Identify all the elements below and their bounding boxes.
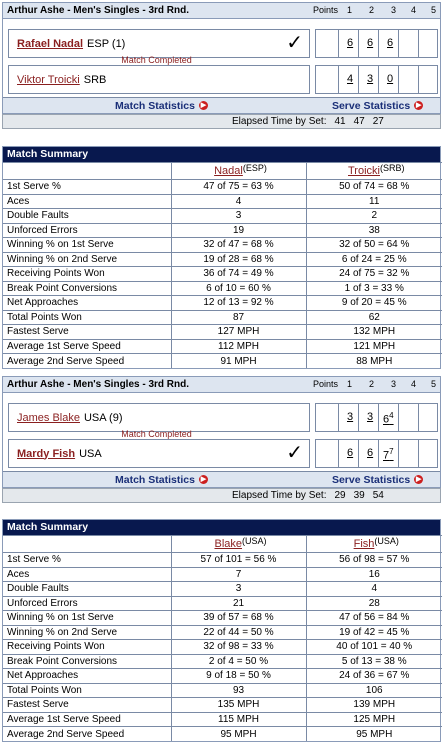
set-number: 5 [431, 379, 437, 389]
stat-value-player2: 9 of 20 = 45 % [306, 296, 442, 311]
stat-row [3, 698, 442, 713]
set-cell [398, 66, 418, 93]
stat-value-player1: 4 [171, 194, 306, 209]
stat-label: 1st Serve % [3, 553, 171, 568]
stat-label: Double Faults [3, 209, 171, 224]
stat-label: Receiving Points Won [3, 640, 171, 655]
set-cell [358, 66, 378, 93]
stat-row [3, 567, 442, 582]
player-country: (USA) [374, 536, 399, 546]
stat-label: Winning % on 2nd Serve [3, 252, 171, 267]
stat-label: Unforced Errors [3, 596, 171, 611]
stat-value-player1: 7 [171, 567, 306, 582]
stat-value-player1: 22 of 44 = 50 % [171, 625, 306, 640]
player-country: (ESP) [242, 163, 267, 173]
set-games: 7 [383, 449, 390, 462]
elapsed-label: Elapsed Time by Set: [232, 490, 327, 501]
stat-row [3, 553, 442, 568]
set-cell [316, 30, 338, 57]
player-country: USA [79, 447, 102, 460]
stat-row [3, 281, 442, 296]
player-country: (USA) [242, 536, 267, 546]
set-cell [338, 404, 358, 431]
stat-value-player1: 32 of 98 = 33 % [171, 640, 306, 655]
stat-value-player1: 3 [171, 209, 306, 224]
stat-row [3, 310, 442, 325]
player-country: USA (9) [83, 411, 123, 424]
points-label: Points [313, 379, 339, 389]
player-box [8, 439, 310, 468]
score-box [315, 439, 438, 468]
stat-value-player2: 139 MPH [306, 698, 442, 713]
stats-link-bar [3, 471, 440, 487]
set-cell [378, 440, 398, 467]
stat-row [3, 339, 442, 354]
stat-label: Net Approaches [3, 296, 171, 311]
match-title: Arthur Ashe - Men's Singles - 3rd Rnd. [7, 379, 190, 390]
match-card-2 [2, 376, 441, 503]
stat-row [3, 209, 442, 224]
set-score[interactable]: 6 [347, 37, 354, 49]
player-name-link[interactable]: James Blake [17, 411, 80, 424]
set-cell [398, 404, 418, 431]
serve-statistics-link[interactable] [332, 100, 423, 112]
elapsed-set: 29 [334, 490, 346, 501]
elapsed-set: 54 [372, 490, 384, 501]
stat-label: Aces [3, 567, 171, 582]
set-score[interactable]: 3 [367, 73, 374, 85]
stat-value-player2: 24 of 36 = 67 % [306, 669, 442, 684]
player-box [8, 65, 310, 94]
stat-value-player2: 125 MPH [306, 712, 442, 727]
set-cell [358, 440, 378, 467]
right-arrow-circle-icon: ▶ [200, 102, 207, 109]
stat-row [3, 354, 442, 369]
player-row [3, 431, 440, 471]
summary-title: Match Summary [3, 520, 440, 535]
player-header [171, 536, 306, 553]
stat-value-player1: 2 of 4 = 50 % [171, 654, 306, 669]
serve-statistics-label: Serve Statistics [331, 473, 411, 486]
set-score[interactable]: 6 [367, 447, 374, 459]
stat-value-player2: 56 of 98 = 57 % [306, 553, 442, 568]
elapsed-set: 27 [372, 116, 384, 127]
player-country: (SRB) [379, 163, 405, 173]
match-card [2, 376, 441, 488]
set-cell [398, 30, 418, 57]
stat-value-player2: 2 [306, 209, 442, 224]
stat-row [3, 596, 442, 611]
stat-value-player1: 32 of 47 = 68 % [171, 238, 306, 253]
set-number: 1 [347, 5, 353, 15]
set-score[interactable] [383, 411, 394, 426]
stat-row [3, 194, 442, 209]
stat-value-player2: 38 [306, 223, 442, 238]
set-cell [418, 440, 438, 467]
player-country: ESP (1) [87, 37, 126, 50]
set-cell [418, 30, 438, 57]
stat-value-player1: 91 MPH [171, 354, 306, 369]
stat-value-player2: 32 of 50 = 64 % [306, 238, 442, 253]
right-arrow-circle-icon: ▶ [415, 102, 422, 109]
player-box [8, 29, 310, 58]
elapsed-set: 47 [353, 116, 365, 127]
right-arrow-circle-icon: ▶ [200, 476, 207, 483]
right-arrow-circle-icon: ▶ [415, 476, 422, 483]
stat-value-player1: 9 of 18 = 50 % [171, 669, 306, 684]
player-name-link[interactable]: Rafael Nadal [17, 37, 84, 50]
player-name-link[interactable]: Blake [214, 538, 243, 550]
stat-row [3, 669, 442, 684]
stats-link-bar [3, 97, 440, 113]
set-score[interactable]: 4 [347, 73, 354, 85]
stat-row [3, 267, 442, 282]
set-cell [316, 66, 338, 93]
stat-value-player1: 36 of 74 = 49 % [171, 267, 306, 282]
set-cell [398, 440, 418, 467]
set-cell [358, 30, 378, 57]
set-cell [378, 404, 398, 431]
stat-value-player2: 28 [306, 596, 442, 611]
match-statistics-link[interactable] [115, 474, 208, 486]
stat-value-player2: 24 of 75 = 32 % [306, 267, 442, 282]
stat-row [3, 223, 442, 238]
score-box [315, 403, 438, 432]
stat-value-player1: 21 [171, 596, 306, 611]
stat-label: Fastest Serve [3, 698, 171, 713]
stat-value-player1: 127 MPH [171, 325, 306, 340]
stat-label: Total Points Won [3, 683, 171, 698]
set-number: 3 [391, 379, 397, 389]
stat-value-player2: 11 [306, 194, 442, 209]
stat-label: Average 2nd Serve Speed [3, 727, 171, 742]
stat-value-player1: 19 of 28 = 68 % [171, 252, 306, 267]
player-country: SRB [83, 73, 107, 86]
stat-row [3, 296, 442, 311]
set-cell [418, 404, 438, 431]
stat-row [3, 611, 442, 626]
stat-value-player2: 5 of 13 = 38 % [306, 654, 442, 669]
player-name-link[interactable]: Troicki [348, 165, 380, 177]
stat-value-player2: 47 of 56 = 84 % [306, 611, 442, 626]
stat-value-player1: 3 [171, 582, 306, 597]
stat-value-player1: 93 [171, 683, 306, 698]
score-box [315, 29, 438, 58]
stat-value-player2: 50 of 74 = 68 % [306, 180, 442, 195]
stat-value-player1: 87 [171, 310, 306, 325]
match-card-1 [2, 2, 441, 129]
player-row [3, 393, 440, 431]
stat-row [3, 582, 442, 597]
set-number: 4 [411, 379, 417, 389]
set-cell [316, 404, 338, 431]
stat-value-player2: 19 of 42 = 45 % [306, 625, 442, 640]
player-box [8, 403, 310, 432]
stat-label: Winning % on 1st Serve [3, 611, 171, 626]
set-cell [378, 66, 398, 93]
score-box [315, 65, 438, 94]
set-score[interactable]: 3 [347, 411, 354, 423]
set-cell [338, 440, 358, 467]
set-score[interactable]: 6 [347, 447, 354, 459]
stat-label: Break Point Conversions [3, 654, 171, 669]
serve-statistics-link[interactable] [332, 474, 423, 486]
elapsed-time-bar [2, 488, 441, 503]
set-score[interactable]: 3 [367, 411, 374, 423]
stat-label: Winning % on 2nd Serve [3, 625, 171, 640]
stat-value-player1: 39 of 57 = 68 % [171, 611, 306, 626]
stat-value-player2: 4 [306, 582, 442, 597]
stat-label: Double Faults [3, 582, 171, 597]
summary-players-row [3, 536, 442, 553]
set-games: 6 [383, 413, 390, 426]
stat-value-player1: 57 of 101 = 56 % [171, 553, 306, 568]
stat-value-player2: 106 [306, 683, 442, 698]
stat-value-player2: 121 MPH [306, 339, 442, 354]
stat-value-player1: 47 of 75 = 63 % [171, 180, 306, 195]
stat-row [3, 654, 442, 669]
match-status: Match Completed [121, 55, 192, 65]
points-label: Points [313, 5, 339, 15]
set-number-header [313, 3, 442, 19]
set-number: 1 [347, 379, 353, 389]
elapsed-set: 39 [353, 490, 365, 501]
stat-value-player1: 112 MPH [171, 339, 306, 354]
set-number-header [313, 377, 442, 393]
stat-row [3, 252, 442, 267]
set-cell [418, 66, 438, 93]
stat-label: Average 1st Serve Speed [3, 712, 171, 727]
match-statistics-link[interactable] [115, 100, 208, 112]
match-header [3, 3, 440, 19]
player-name-link[interactable]: Mardy Fish [17, 447, 76, 460]
set-score[interactable] [383, 447, 394, 462]
elapsed-time-bar [2, 114, 441, 129]
player-row [3, 57, 440, 97]
set-cell [338, 66, 358, 93]
match-card [2, 2, 441, 114]
stat-value-player2: 6 of 24 = 25 % [306, 252, 442, 267]
stat-label: Unforced Errors [3, 223, 171, 238]
stat-label: Average 2nd Serve Speed [3, 354, 171, 369]
set-score[interactable]: 6 [367, 37, 374, 49]
elapsed-set: 41 [334, 116, 346, 127]
set-score[interactable]: 6 [387, 37, 394, 49]
stat-label: Receiving Points Won [3, 267, 171, 282]
stat-value-player1: 135 MPH [171, 698, 306, 713]
stat-label: Break Point Conversions [3, 281, 171, 296]
player-name-link[interactable]: Viktor Troicki [17, 73, 80, 86]
match-status: Match Completed [121, 429, 192, 439]
set-cell [358, 404, 378, 431]
summary-table [3, 535, 442, 741]
match-statistics-label: Match Statistics [115, 473, 195, 486]
stat-value-player1: 95 MPH [171, 727, 306, 742]
set-number: 2 [369, 379, 375, 389]
set-cell [316, 440, 338, 467]
tiebreak-score: 7 [389, 447, 394, 456]
match-header [3, 377, 440, 393]
set-number: 3 [391, 5, 397, 15]
summary-players-row [3, 163, 442, 180]
stat-label: Total Points Won [3, 310, 171, 325]
stat-row [3, 180, 442, 195]
player-header [306, 536, 442, 553]
stat-value-player1: 19 [171, 223, 306, 238]
stat-row [3, 683, 442, 698]
set-number: 2 [369, 5, 375, 15]
stat-value-player2: 16 [306, 567, 442, 582]
match-summary-1 [2, 146, 441, 369]
stat-label: Average 1st Serve Speed [3, 339, 171, 354]
serve-statistics-label: Serve Statistics [331, 99, 411, 112]
stat-value-player2: 62 [306, 310, 442, 325]
winner-checkmark-icon: ✓ [286, 442, 303, 464]
summary-rows [3, 553, 442, 742]
stat-row [3, 325, 442, 340]
player-header [306, 163, 442, 180]
set-score[interactable]: 0 [387, 73, 394, 85]
stat-value-player2: 132 MPH [306, 325, 442, 340]
stat-row [3, 238, 442, 253]
set-number: 5 [431, 5, 437, 15]
stat-value-player2: 40 of 101 = 40 % [306, 640, 442, 655]
player-header [171, 163, 306, 180]
player-name-link[interactable]: Nadal [214, 165, 243, 177]
summary-table [3, 162, 442, 368]
stat-value-player1: 12 of 13 = 92 % [171, 296, 306, 311]
stat-row [3, 640, 442, 655]
stat-label: Aces [3, 194, 171, 209]
player-name-link[interactable]: Fish [353, 538, 375, 550]
summary-title: Match Summary [3, 147, 440, 162]
stat-label: Winning % on 1st Serve [3, 238, 171, 253]
set-number: 4 [411, 5, 417, 15]
match-title: Arthur Ashe - Men's Singles - 3rd Rnd. [7, 5, 190, 16]
stat-row [3, 712, 442, 727]
summary-rows [3, 180, 442, 369]
stat-value-player2: 88 MPH [306, 354, 442, 369]
stat-value-player2: 1 of 3 = 33 % [306, 281, 442, 296]
stat-label: 1st Serve % [3, 180, 171, 195]
set-cell [378, 30, 398, 57]
stat-row [3, 727, 442, 742]
match-statistics-label: Match Statistics [115, 99, 195, 112]
player-row [3, 19, 440, 57]
winner-checkmark-icon: ✓ [286, 32, 303, 54]
set-cell [338, 30, 358, 57]
stat-row [3, 625, 442, 640]
stat-label: Net Approaches [3, 669, 171, 684]
stat-value-player1: 6 of 10 = 60 % [171, 281, 306, 296]
stat-label: Fastest Serve [3, 325, 171, 340]
match-summary-2 [2, 519, 441, 742]
elapsed-label: Elapsed Time by Set: [232, 116, 327, 127]
tiebreak-score: 4 [389, 411, 394, 420]
stat-value-player2: 95 MPH [306, 727, 442, 742]
stat-value-player1: 115 MPH [171, 712, 306, 727]
